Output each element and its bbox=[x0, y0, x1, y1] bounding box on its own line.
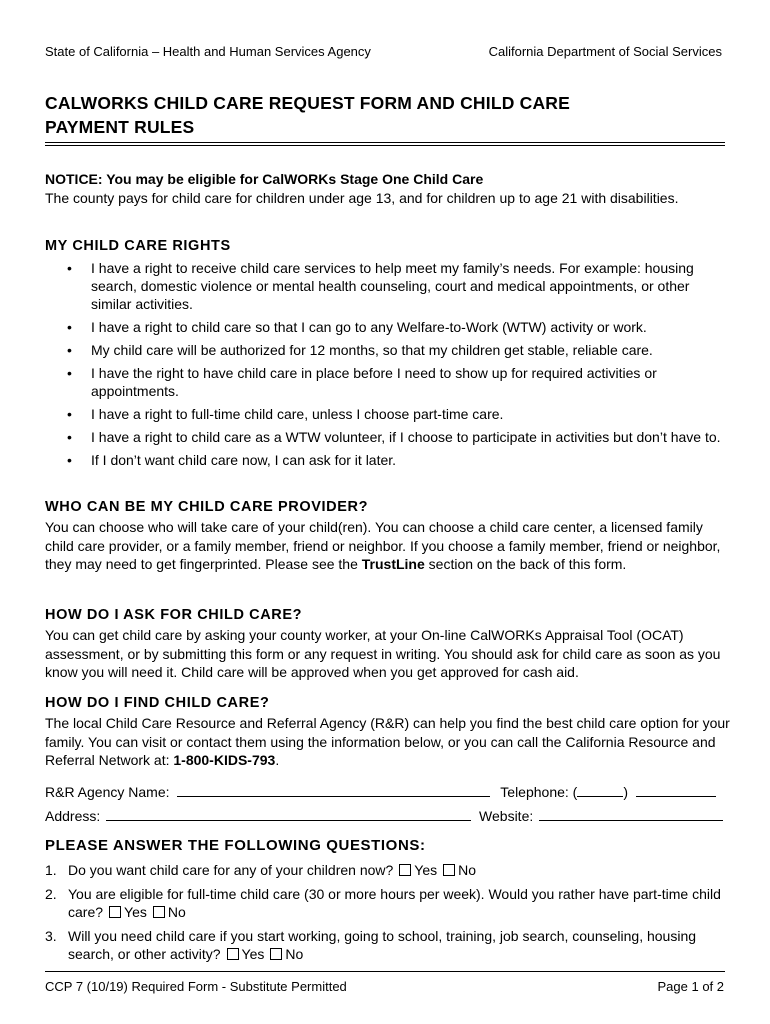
rights-list bbox=[45, 259, 725, 474]
ask-text: You can get child care by asking your county worker, at your On-line CalWORKs Appraisal Tool (OCAT) assessment, or by submitting this form or any request in writing. You should ask for child care as soon as you know you will need it. Child care will be approved when you get approved for cash aid. bbox=[45, 627, 721, 680]
rights-item: • I have the right to have child care in place before I need to show up for required activities or appointments. bbox=[45, 364, 725, 400]
no-checkbox[interactable] bbox=[443, 864, 455, 876]
form-title-line2: PAYMENT RULES bbox=[45, 117, 195, 137]
agency-header: State of California – Health and Human Services Agency bbox=[45, 44, 371, 59]
notice-heading: NOTICE: You may be eligible for CalWORKs Stage One Child Care bbox=[45, 171, 484, 187]
no-label: No bbox=[285, 946, 304, 962]
yes-checkbox[interactable] bbox=[399, 864, 411, 876]
form-title bbox=[45, 91, 735, 139]
notice-section bbox=[45, 170, 730, 207]
title-divider-top bbox=[45, 142, 725, 143]
telephone-paren: ) bbox=[623, 784, 629, 800]
provider-text-after: section on the back of this form. bbox=[424, 556, 627, 572]
rights-item: • I have a right to receive child care services to help meet my family’s needs. For example: housing search, domestic violence or mental health counseling, court and medical appointments, or other similar activities. bbox=[45, 259, 725, 313]
questions-list bbox=[45, 861, 725, 969]
address-label: Address: bbox=[45, 808, 101, 824]
website-field[interactable] bbox=[539, 806, 723, 821]
page-number: Page 1 of 2 bbox=[657, 979, 724, 994]
network-phone: 1-800-KIDS-793 bbox=[173, 752, 276, 768]
questions-heading: PLEASE ANSWER THE FOLLOWING QUESTIONS: bbox=[45, 837, 426, 854]
address-field[interactable] bbox=[106, 806, 471, 821]
area-code-field[interactable] bbox=[577, 782, 623, 797]
yes-label: Yes bbox=[124, 904, 147, 920]
form-id: CCP 7 (10/19) Required Form - Substitute Permitted bbox=[45, 979, 347, 994]
provider-heading: WHO CAN BE MY CHILD CARE PROVIDER? bbox=[45, 499, 369, 515]
question-item bbox=[45, 927, 725, 964]
website-label: Website: bbox=[479, 808, 534, 824]
question-number: 3. bbox=[45, 927, 57, 944]
department-header: California Department of Social Services bbox=[488, 44, 722, 59]
question-number: 2. bbox=[45, 885, 57, 902]
yes-label: Yes bbox=[241, 946, 265, 962]
rights-item: • If I don’t want child care now, I can ask for it later. bbox=[45, 451, 725, 469]
question-item bbox=[45, 861, 725, 880]
rights-heading: MY CHILD CARE RIGHTS bbox=[45, 238, 231, 254]
ask-heading: HOW DO I ASK FOR CHILD CARE? bbox=[45, 607, 303, 623]
question-text: You are eligible for full-time child care (30 or more hours per week). Would you rather have part-time child care? bbox=[68, 885, 721, 920]
provider-text bbox=[45, 518, 735, 574]
find-text bbox=[45, 714, 735, 770]
find-text-after: . bbox=[275, 752, 280, 768]
question-item bbox=[45, 885, 725, 922]
rights-item: • I have a right to child care as a WTW volunteer, if I choose to participate in activities but don’t have to. bbox=[45, 428, 725, 446]
title-divider-bottom bbox=[45, 145, 725, 146]
question-number: 1. bbox=[45, 862, 57, 878]
no-label: No bbox=[458, 862, 477, 878]
find-text-before: The local Child Care Resource and Referral Agency (R&R) can help you find the best child care option for your family. You can visit or contact them using the information below, or you can call the California Resource and Referral Network at: bbox=[45, 715, 730, 768]
footer-divider bbox=[45, 971, 725, 972]
notice-text: The county pays for child care for children under age 13, and for children up to age 21 with disabilities. bbox=[45, 189, 679, 206]
yes-label: Yes bbox=[414, 862, 438, 878]
yes-checkbox[interactable] bbox=[109, 906, 121, 918]
question-text: Will you need child care if you start working, going to school, training, job search, counseling, housing search, or other activity? bbox=[68, 927, 697, 962]
address-row bbox=[45, 806, 723, 824]
no-label: No bbox=[167, 904, 186, 920]
yes-checkbox[interactable] bbox=[227, 948, 239, 960]
rights-item: • My child care will be authorized for 12 months, so that my children get stable, reliable care. bbox=[45, 341, 725, 359]
telephone-field[interactable] bbox=[636, 782, 716, 797]
question-text: Do you want child care for any of your children now? bbox=[68, 862, 394, 878]
rights-item: • I have a right to child care so that I can go to any Welfare-to-Work (WTW) activity or work. bbox=[45, 318, 725, 336]
no-checkbox[interactable] bbox=[270, 948, 282, 960]
agency-name-row bbox=[45, 782, 716, 800]
rights-item: • I have a right to full-time child care, unless I choose part-time care. bbox=[45, 405, 725, 423]
trustline-emphasis: TrustLine bbox=[361, 556, 425, 572]
form-title-line1: CALWORKS CHILD CARE REQUEST FORM AND CHILD CARE bbox=[45, 93, 570, 113]
no-checkbox[interactable] bbox=[153, 906, 165, 918]
agency-name-field[interactable] bbox=[177, 782, 490, 797]
find-heading: HOW DO I FIND CHILD CARE? bbox=[45, 695, 270, 711]
provider-text-before: You can choose who will take care of your child(ren). You can choose a child care center, a licensed family child care provider, or a family member, friend or neighbor. If you choose a family member, friend or neighbor, they may need to get fingerprinted. Please see the bbox=[45, 519, 721, 572]
agency-name-label: R&R Agency Name: bbox=[45, 784, 170, 800]
telephone-label: Telephone: ( bbox=[500, 784, 578, 800]
